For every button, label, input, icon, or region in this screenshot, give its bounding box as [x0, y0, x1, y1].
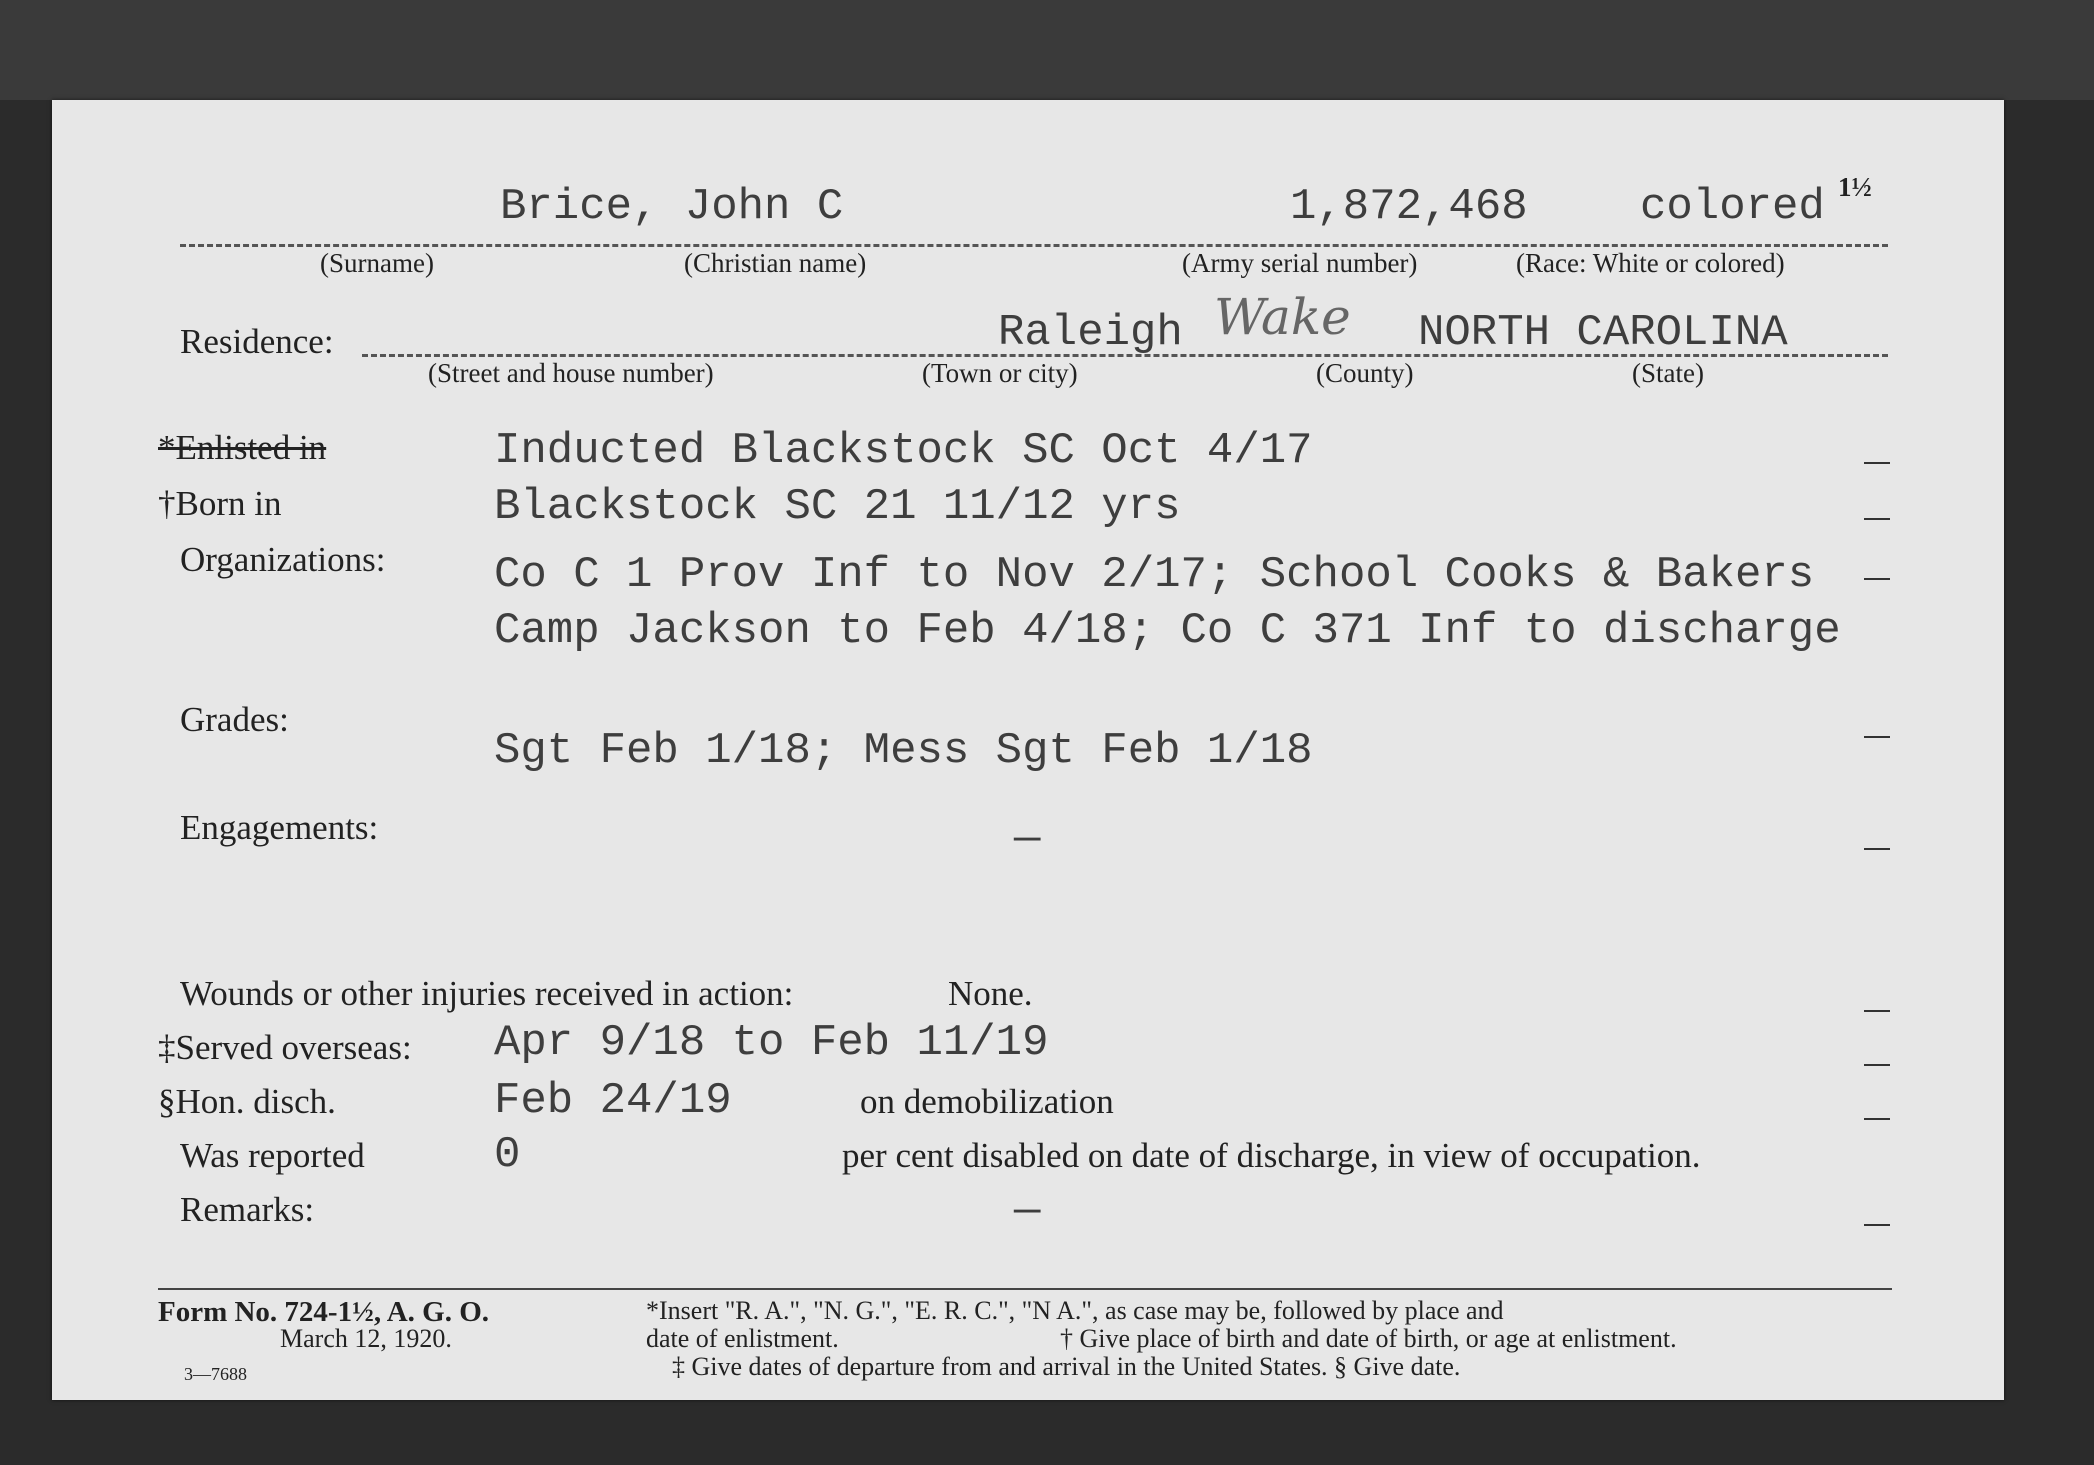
enlisted-value: Inducted Blackstock SC Oct 4/17 [494, 426, 1313, 476]
county-handwritten: Wake [1214, 288, 1351, 346]
served-overseas-value: Apr 9/18 to Feb 11/19 [494, 1018, 1049, 1068]
service-record-card [52, 100, 2004, 1400]
print-code: 3—7688 [184, 1364, 247, 1384]
header-rule [180, 244, 1888, 247]
serial-number-value: 1,872,468 [1290, 182, 1528, 232]
town-value: Raleigh [998, 308, 1183, 358]
served-overseas-label: ‡Served overseas: [158, 1028, 412, 1067]
town-caption: (Town or city) [922, 358, 1078, 388]
race-caption: (Race: White or colored) [1516, 248, 1785, 278]
footnote-line-3: ‡ Give dates of departure from and arrival in the United States. § Give date. [672, 1352, 1461, 1381]
street-caption: (Street and house number) [428, 358, 714, 388]
line-end-mark [1864, 1118, 1890, 1120]
disability-percent-value: 0 [494, 1130, 521, 1180]
footnote-line-2a: date of enlistment. [646, 1324, 839, 1353]
born-label: †Born in [158, 484, 282, 523]
organizations-line-1: Co C 1 Prov Inf to Nov 2/17; School Cooks & Bakers [494, 550, 1815, 600]
was-reported-label: Was reported [180, 1136, 365, 1175]
residence-label: Residence: [180, 322, 334, 361]
disability-note: per cent disabled on date of discharge, in view of occupation. [842, 1136, 1701, 1175]
wounds-value: None. [948, 974, 1033, 1013]
engagements-label: Engagements: [180, 808, 379, 847]
grades-label: Grades: [180, 700, 289, 739]
county-caption: (County) [1316, 358, 1414, 388]
born-value: Blackstock SC 21 11/12 yrs [494, 482, 1181, 532]
line-end-mark [1864, 462, 1890, 464]
form-date: March 12, 1920. [280, 1324, 452, 1353]
remarks-label: Remarks: [180, 1190, 315, 1229]
line-end-mark [1864, 1010, 1890, 1012]
remarks-value: — [1014, 1186, 1041, 1236]
line-end-mark [1864, 578, 1890, 580]
footnote-line-1: *Insert "R. A.", "N. G.", "E. R. C.", "N A.", as case may be, followed by place and [646, 1296, 1504, 1325]
discharge-note: on demobilization [860, 1082, 1114, 1121]
surname-value: Brice, John C [500, 182, 844, 232]
grades-value: Sgt Feb 1/18; Mess Sgt Feb 1/18 [494, 726, 1313, 776]
residence-rule [362, 354, 1888, 357]
line-end-mark [1864, 1064, 1890, 1066]
footnote-line-2b: † Give place of birth and date of birth, or age at enlistment. [1060, 1324, 1677, 1353]
wounds-label: Wounds or other injuries received in action: [180, 974, 794, 1013]
organizations-line-2: Camp Jackson to Feb 4/18; Co C 371 Inf to discharge [494, 606, 1841, 656]
honorable-discharge-label: §Hon. disch. [158, 1082, 336, 1121]
corner-mark: 1½ [1838, 172, 1872, 202]
line-end-mark [1864, 1224, 1890, 1226]
organizations-label: Organizations: [180, 540, 386, 579]
state-value: NORTH CAROLINA [1418, 308, 1788, 358]
surname-caption: (Surname) [320, 248, 434, 278]
line-end-mark [1864, 518, 1890, 520]
christian-name-caption: (Christian name) [684, 248, 867, 278]
footer-rule [158, 1288, 1892, 1290]
honorable-discharge-value: Feb 24/19 [494, 1076, 732, 1126]
form-number: Form No. 724-1½, A. G. O. [158, 1296, 490, 1328]
line-end-mark [1864, 736, 1890, 738]
race-value: colored [1640, 182, 1825, 232]
enlisted-label: *Enlisted in [158, 428, 327, 467]
state-caption: (State) [1632, 358, 1704, 388]
scan-background [0, 0, 2094, 100]
line-end-mark [1864, 848, 1890, 850]
serial-caption: (Army serial number) [1182, 248, 1418, 278]
engagements-value: — [1014, 814, 1041, 864]
